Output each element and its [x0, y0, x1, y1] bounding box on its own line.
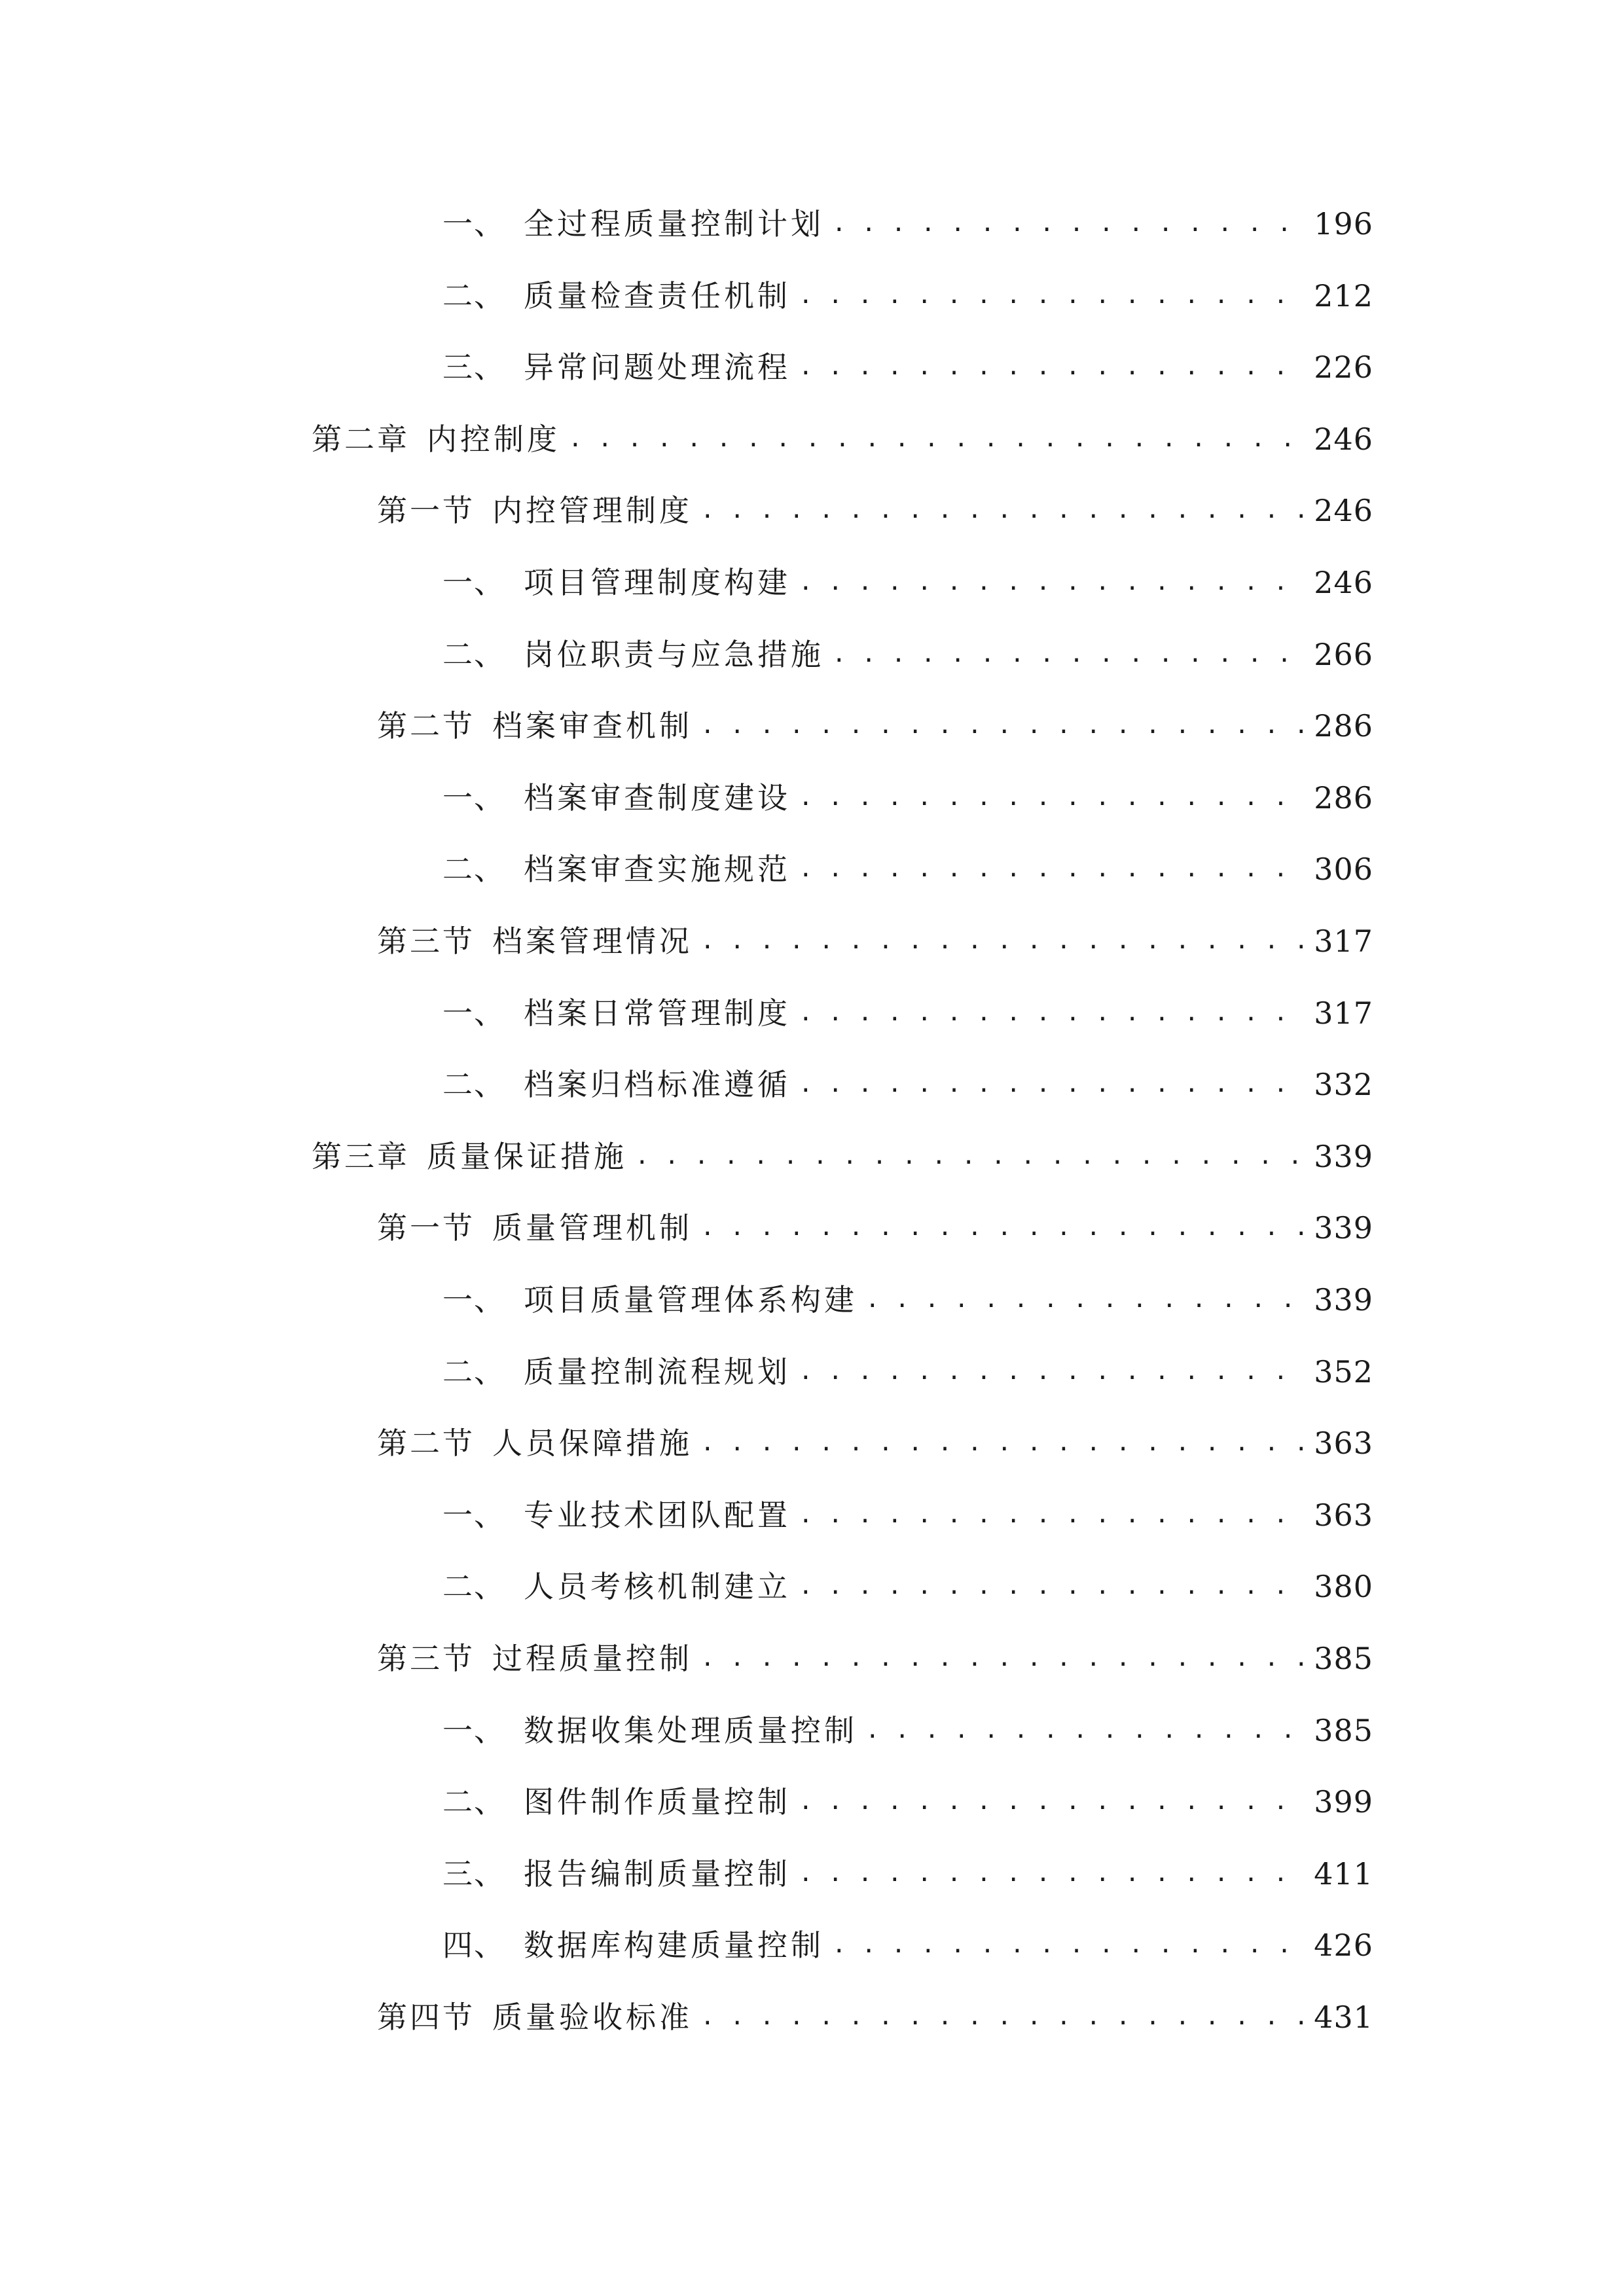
toc-entry-page: 380 [1314, 1569, 1373, 1604]
toc-entry[interactable] [377, 907, 1624, 960]
toc-entry-page: 317 [1314, 996, 1373, 1031]
toc-entry-title: 质量保证措施 [427, 1139, 627, 1174]
toc-entry-number: 第二章 [312, 422, 410, 457]
toc-entry[interactable] [442, 1552, 1624, 1605]
dot-leader [799, 1856, 1304, 1892]
toc-entry-title: 质量检查责任机制 [524, 278, 791, 314]
toc-entry-title: 质量管理机制 [492, 1210, 693, 1246]
toc-entry-page: 426 [1314, 1928, 1373, 1963]
dot-leader [568, 421, 1304, 457]
toc-entry-number: 二、 [442, 1569, 505, 1604]
toc-entry-title: 人员保障措施 [492, 1426, 693, 1461]
toc-entry[interactable] [442, 1338, 1624, 1390]
dot-leader [832, 206, 1304, 242]
toc-entry-number: 一、 [442, 780, 505, 816]
toc-entry[interactable] [442, 1840, 1624, 1892]
dot-leader [799, 1066, 1304, 1103]
toc-entry-title: 质量控制流程规划 [524, 1354, 791, 1390]
toc-entry[interactable] [312, 405, 1624, 457]
toc-entry-number: 第三节 [377, 924, 475, 959]
toc-entry-page: 339 [1314, 1282, 1373, 1318]
toc-entry-number: 一、 [442, 996, 505, 1031]
toc-entry-number: 二、 [442, 852, 505, 887]
toc-entry-title: 项目质量管理体系构建 [524, 1282, 857, 1318]
toc-entry-page: 286 [1314, 780, 1373, 816]
toc-entry-page: 385 [1314, 1713, 1373, 1748]
toc-entry-page: 306 [1314, 852, 1373, 887]
dot-leader [799, 780, 1304, 816]
toc-entry-title: 岗位职责与应急措施 [524, 637, 824, 672]
toc-entry[interactable] [442, 1911, 1624, 1964]
toc-entry-number: 三、 [442, 350, 505, 385]
toc-entry-page: 363 [1314, 1426, 1373, 1461]
toc-entry-page: 286 [1314, 708, 1373, 744]
toc-entry[interactable] [377, 1409, 1624, 1462]
dot-leader [799, 1354, 1304, 1390]
dot-leader [700, 1210, 1304, 1246]
dot-leader [700, 1425, 1304, 1462]
dot-leader [700, 492, 1304, 529]
toc-entry-page: 317 [1314, 924, 1373, 959]
toc-entry-number: 第四节 [377, 2000, 475, 2035]
toc-entry-title: 内控制度 [427, 422, 560, 457]
toc-entry-title: 档案审查制度建设 [524, 780, 791, 816]
toc-entry-title: 全过程质量控制计划 [524, 206, 824, 242]
toc-entry-title: 档案归档标准遵循 [524, 1067, 791, 1102]
toc-entry-page: 332 [1314, 1067, 1373, 1102]
toc-entry[interactable] [377, 692, 1624, 744]
dot-leader [832, 1927, 1304, 1964]
toc-entry[interactable] [442, 620, 1624, 673]
toc-entry-number: 第三章 [312, 1139, 410, 1174]
toc-entry[interactable] [442, 1050, 1624, 1103]
toc-entry-title: 档案审查机制 [492, 708, 693, 744]
toc-entry[interactable] [442, 1481, 1624, 1534]
dot-leader [635, 1138, 1304, 1175]
dot-leader [799, 1568, 1304, 1605]
toc-entry-title: 专业技术团队配置 [524, 1498, 791, 1533]
toc-entry-title: 图件制作质量控制 [524, 1784, 791, 1820]
toc-entry[interactable] [442, 262, 1624, 314]
dot-leader [700, 1640, 1304, 1677]
toc-entry[interactable] [442, 1696, 1624, 1749]
toc-entry-page: 226 [1314, 350, 1373, 385]
toc-entry-title: 项目管理制度构建 [524, 565, 791, 600]
dot-leader [865, 1282, 1304, 1318]
dot-leader [799, 995, 1304, 1031]
toc-entry-title: 内控管理制度 [492, 493, 693, 528]
toc-entry-page: 339 [1314, 1210, 1373, 1246]
toc-entry-title: 人员考核机制建立 [524, 1569, 791, 1604]
toc-entry-number: 第二节 [377, 708, 475, 744]
toc-entry-page: 339 [1314, 1139, 1373, 1174]
toc-entry[interactable] [442, 190, 1624, 242]
toc-entry[interactable] [442, 548, 1624, 601]
toc-entry-number: 第一节 [377, 493, 475, 528]
dot-leader [799, 851, 1304, 888]
toc-entry-page: 266 [1314, 637, 1373, 672]
toc-entry-page: 411 [1314, 1856, 1373, 1892]
toc-entry-page: 246 [1314, 565, 1373, 600]
toc-entry-number: 二、 [442, 1354, 505, 1390]
toc-entry-page: 352 [1314, 1354, 1373, 1390]
toc-entry[interactable] [377, 476, 1624, 529]
toc-entry-number: 二、 [442, 1784, 505, 1820]
toc-entry-page: 399 [1314, 1784, 1373, 1820]
toc-entry-number: 第一节 [377, 1210, 475, 1246]
toc-entry-title: 质量验收标准 [492, 2000, 693, 2035]
toc-entry-number: 四、 [442, 1928, 505, 1963]
dot-leader [799, 1497, 1304, 1534]
toc-entry-title: 档案管理情况 [492, 924, 693, 959]
toc-entry-number: 一、 [442, 1713, 505, 1748]
toc-entry-title: 数据库构建质量控制 [524, 1928, 824, 1963]
dot-leader [799, 564, 1304, 601]
toc-entry-number: 二、 [442, 278, 505, 314]
dot-leader [832, 636, 1304, 673]
toc-entry-number: 二、 [442, 637, 505, 672]
toc-entry-page: 246 [1314, 422, 1373, 457]
dot-leader [700, 923, 1304, 960]
toc-entry-page: 431 [1314, 2000, 1373, 2035]
toc-entry[interactable] [442, 333, 1624, 386]
toc-entry-title: 过程质量控制 [492, 1641, 693, 1676]
dot-leader [799, 349, 1304, 386]
toc-entry-title: 数据收集处理质量控制 [524, 1713, 857, 1748]
toc-entry[interactable] [442, 835, 1624, 888]
toc-entry[interactable] [442, 1266, 1624, 1318]
toc-entry-number: 一、 [442, 1498, 505, 1533]
toc-entry-number: 三、 [442, 1856, 505, 1892]
dot-leader [799, 1784, 1304, 1820]
toc-entry[interactable] [442, 764, 1624, 816]
dot-leader [700, 1999, 1304, 2036]
toc-entry-page: 363 [1314, 1498, 1373, 1533]
toc-entry[interactable] [377, 1983, 1624, 2036]
toc-entry[interactable] [377, 1194, 1624, 1246]
toc-entry-number: 二、 [442, 1067, 505, 1102]
toc-entry-page: 385 [1314, 1641, 1373, 1676]
toc-entry-number: 第三节 [377, 1641, 475, 1676]
toc-entry[interactable] [377, 1624, 1624, 1677]
toc-entry-page: 196 [1314, 206, 1373, 242]
toc-entry-page: 246 [1314, 493, 1373, 528]
toc-entry-number: 第二节 [377, 1426, 475, 1461]
dot-leader [865, 1712, 1304, 1749]
toc-entry-title: 异常问题处理流程 [524, 350, 791, 385]
toc-entry[interactable] [442, 1768, 1624, 1820]
toc-entry-page: 212 [1314, 278, 1373, 314]
dot-leader [700, 708, 1304, 744]
toc-entry-title: 档案审查实施规范 [524, 852, 791, 887]
toc-entry[interactable] [442, 979, 1624, 1031]
toc-entry-number: 一、 [442, 565, 505, 600]
dot-leader [799, 278, 1304, 314]
toc-entry-title: 档案日常管理制度 [524, 996, 791, 1031]
toc-entry-title: 报告编制质量控制 [524, 1856, 791, 1892]
toc-entry-number: 一、 [442, 206, 505, 242]
toc-entry-number: 一、 [442, 1282, 505, 1318]
toc-entry[interactable] [312, 1122, 1624, 1175]
